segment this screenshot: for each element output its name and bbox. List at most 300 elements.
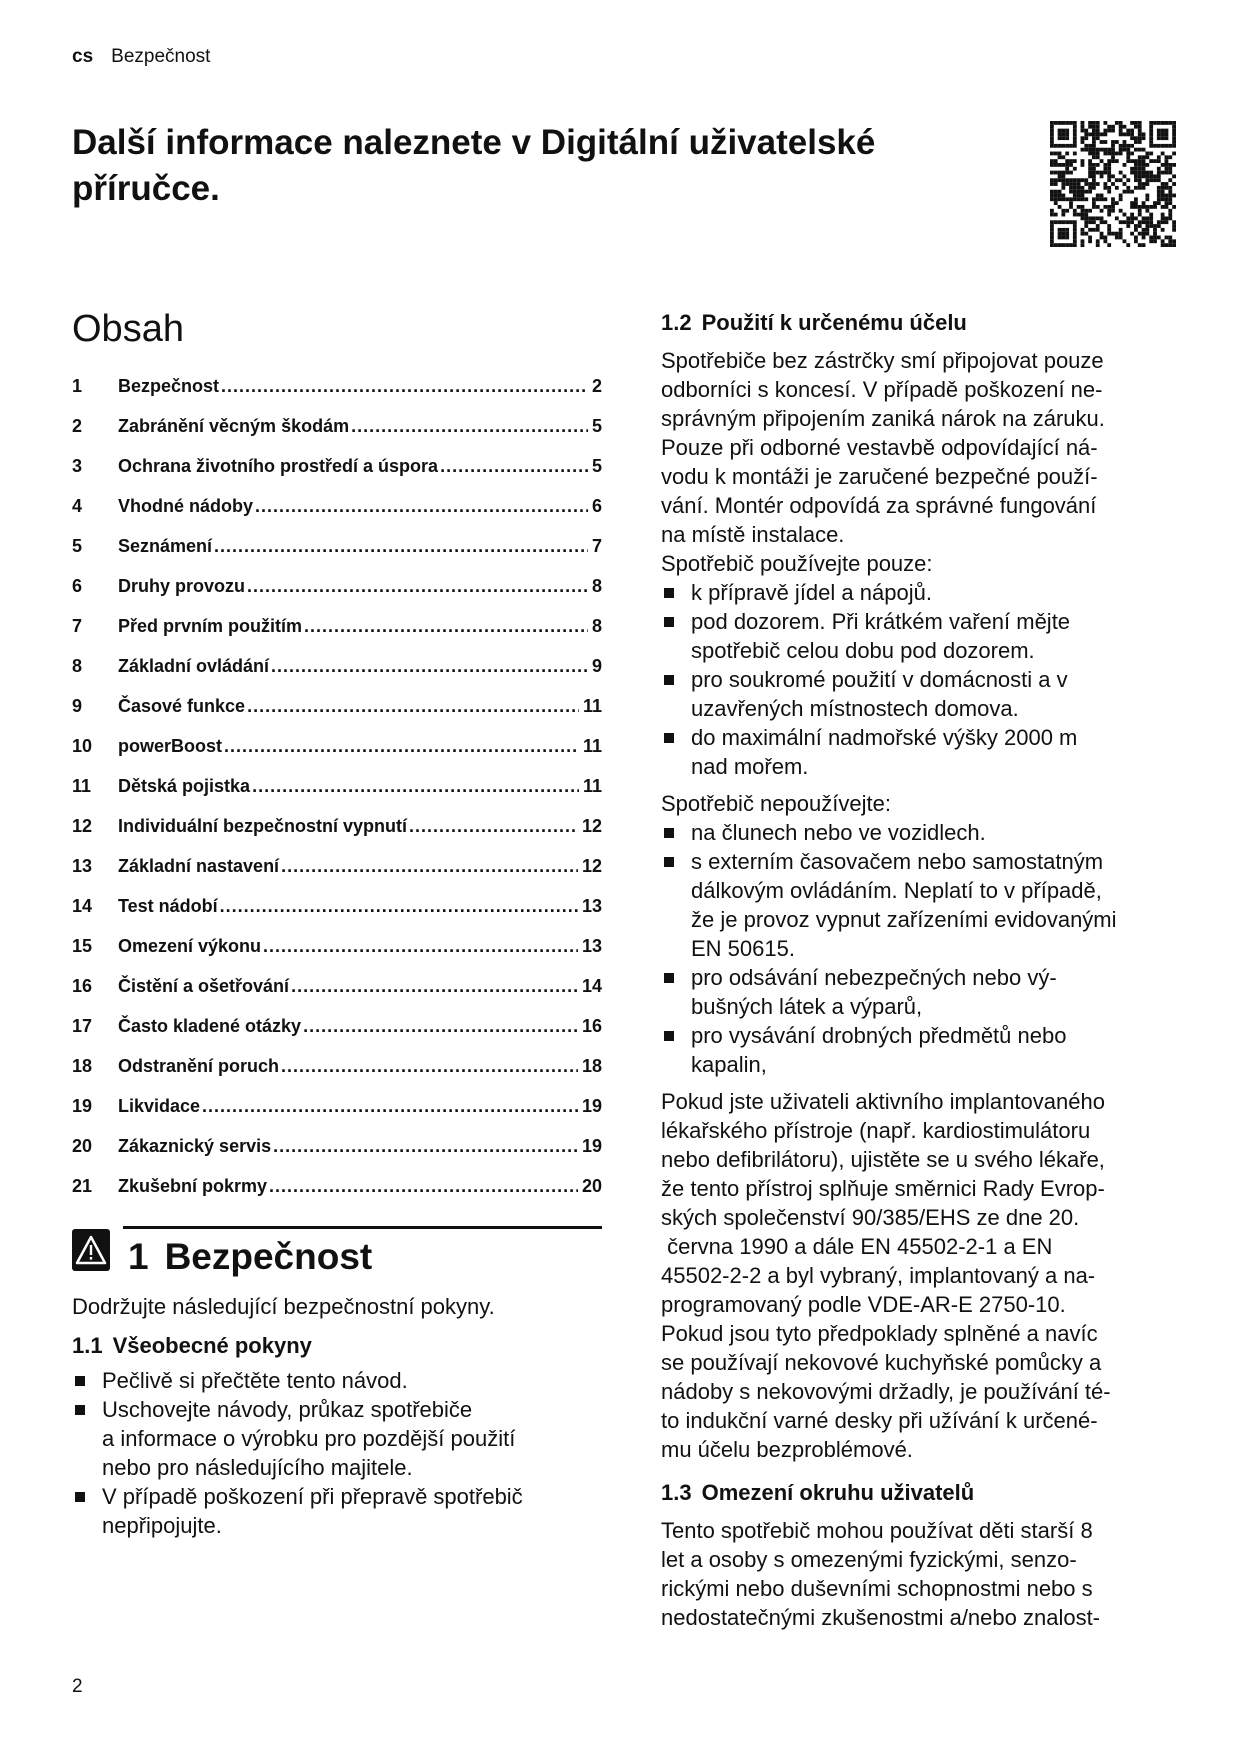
qr-module: [1165, 220, 1169, 224]
text-line: na člunech nebo ve vozidlech.: [691, 820, 986, 845]
qr-module: [1111, 182, 1115, 186]
qr-module: [1172, 140, 1176, 144]
qr-module: [1050, 136, 1054, 140]
qr-module: [1119, 125, 1123, 129]
qr-module: [1050, 182, 1054, 186]
qr-module: [1088, 132, 1092, 136]
toc-label: Základní nastavení: [118, 855, 280, 876]
page-title: [72, 120, 972, 212]
qr-module: [1172, 224, 1176, 228]
text-line: nebo defibrilátoru), ujistěte se u svého lékaře,: [661, 1147, 1105, 1172]
qr-module: [1088, 167, 1092, 171]
text-line: nádoby s nekovovými držadly, je používání té-: [661, 1379, 1111, 1404]
section-number: 1: [128, 1236, 149, 1277]
qr-module: [1084, 178, 1088, 182]
qr-module: [1092, 174, 1096, 178]
qr-module: [1123, 125, 1127, 129]
qr-module: [1069, 171, 1073, 175]
qr-module: [1107, 163, 1111, 167]
qr-module: [1168, 194, 1172, 198]
qr-module: [1130, 232, 1134, 236]
text-line: správným připojením zaniká nárok na záruku.: [661, 406, 1105, 431]
qr-module: [1165, 201, 1169, 205]
qr-module: [1061, 129, 1065, 133]
qr-module: [1073, 190, 1077, 194]
toc-label: Bezpečnost: [118, 375, 220, 396]
qr-module: [1138, 163, 1142, 167]
qr-module: [1142, 182, 1146, 186]
toc-leader-dots: [255, 496, 588, 517]
qr-module: [1092, 205, 1096, 209]
text-line: že je provoz vypnut zařízeními evidovanými: [691, 907, 1117, 932]
qr-module: [1138, 243, 1142, 247]
qr-module: [1065, 236, 1069, 240]
qr-module: [1172, 174, 1176, 178]
text-line: Uschovejte návody, průkaz spotřebiče: [102, 1397, 473, 1422]
qr-module: [1149, 216, 1153, 220]
text-line: spotřebič celou dobu pod dozorem.: [691, 638, 1035, 663]
bullet-item: [661, 1021, 1201, 1079]
qr-module: [1061, 155, 1065, 159]
qr-module: [1126, 190, 1130, 194]
toc-leader-dots: [303, 1016, 578, 1037]
qr-module: [1123, 220, 1127, 224]
qr-module: [1073, 213, 1077, 217]
toc-entry[interactable]: [72, 926, 602, 966]
toc-page-number: 5: [591, 455, 602, 476]
toc-page-number: 11: [582, 775, 602, 796]
qr-module: [1161, 239, 1165, 243]
text-line: ských společenství 90/385/EHS ze dne 20.: [661, 1205, 1080, 1230]
qr-module: [1138, 232, 1142, 236]
text-line: k přípravě jídel a nápojů.: [691, 580, 932, 605]
qr-module: [1142, 171, 1146, 175]
qr-module: [1092, 216, 1096, 220]
qr-module: [1142, 205, 1146, 209]
qr-module: [1073, 136, 1077, 140]
qr-module: [1065, 144, 1069, 148]
qr-module: [1088, 148, 1092, 152]
qr-module: [1145, 197, 1149, 201]
qr-module: [1050, 178, 1054, 182]
qr-module: [1050, 220, 1054, 224]
qr-module: [1107, 129, 1111, 133]
qr-module: [1134, 197, 1138, 201]
subsection-title: Omezení okruhu uživatelů: [701, 1480, 975, 1505]
qr-module: [1130, 144, 1134, 148]
toc-number: 2: [72, 415, 83, 436]
qr-module: [1088, 174, 1092, 178]
qr-module: [1172, 163, 1176, 167]
qr-module: [1081, 205, 1085, 209]
qr-module: [1134, 159, 1138, 163]
qr-module: [1161, 216, 1165, 220]
qr-module: [1061, 243, 1065, 247]
qr-module: [1065, 136, 1069, 140]
qr-module: [1126, 152, 1130, 156]
qr-module: [1130, 132, 1134, 136]
qr-module: [1077, 205, 1081, 209]
qr-module: [1111, 155, 1115, 159]
qr-module: [1157, 220, 1161, 224]
toc-page-number: 9: [591, 655, 602, 676]
toc-label: Často kladené otázky: [118, 1015, 302, 1036]
qr-module: [1142, 216, 1146, 220]
qr-module: [1165, 155, 1169, 159]
qr-module: [1107, 224, 1111, 228]
qr-module: [1165, 132, 1169, 136]
qr-module: [1168, 239, 1172, 243]
qr-module: [1100, 194, 1104, 198]
bullet-item: [72, 1395, 612, 1482]
qr-module: [1119, 171, 1123, 175]
qr-module: [1065, 220, 1069, 224]
toc-leader-dots: [304, 616, 588, 637]
qr-module: [1069, 220, 1073, 224]
qr-module: [1088, 239, 1092, 243]
right-column: [661, 308, 1201, 1632]
qr-module: [1123, 163, 1127, 167]
toc-label: Časové funkce: [118, 695, 246, 716]
toc-number: 1: [72, 375, 83, 396]
qr-module: [1088, 216, 1092, 220]
subsection-title: Všeobecné pokyny: [112, 1333, 312, 1358]
toc-entry[interactable]: [72, 526, 602, 566]
toc-entry[interactable]: [72, 966, 602, 1006]
left-column-body: [72, 1290, 612, 1540]
text-line: rickými nebo duševními schopnostmi nebo s: [661, 1576, 1093, 1601]
qr-module: [1111, 148, 1115, 152]
language-code: cs: [72, 46, 94, 67]
qr-module: [1092, 186, 1096, 190]
qr-module: [1165, 216, 1169, 220]
qr-module: [1107, 171, 1111, 175]
toc-page-number: 5: [591, 415, 602, 436]
qr-module: [1161, 129, 1165, 133]
qr-module: [1115, 232, 1119, 236]
qr-module: [1088, 159, 1092, 163]
text-line: nebo pro následujícího majitele.: [102, 1455, 413, 1480]
qr-module: [1134, 125, 1138, 129]
qr-module: [1096, 197, 1100, 201]
qr-module: [1145, 152, 1149, 156]
qr-module: [1103, 129, 1107, 133]
text-line: lékařského přístroje (např. kardiostimulátoru: [661, 1118, 1091, 1143]
toc-number: 4: [72, 495, 83, 516]
qr-module: [1100, 171, 1104, 175]
qr-module: [1100, 209, 1104, 213]
toc-entry[interactable]: [72, 1126, 602, 1166]
qr-module: [1058, 144, 1062, 148]
qr-module: [1088, 182, 1092, 186]
toc-entry[interactable]: [72, 366, 602, 406]
qr-module: [1058, 194, 1062, 198]
qr-module: [1088, 121, 1092, 125]
qr-module: [1142, 201, 1146, 205]
qr-module: [1123, 190, 1127, 194]
qr-module: [1149, 159, 1153, 163]
qr-module: [1115, 140, 1119, 144]
toc-entry[interactable]: [72, 606, 602, 646]
qr-module: [1138, 121, 1142, 125]
qr-module: [1096, 125, 1100, 129]
bullet-item: [661, 847, 1201, 963]
qr-module: [1050, 209, 1054, 213]
bullet-item: [661, 607, 1201, 665]
qr-module: [1130, 121, 1134, 125]
qr-module: [1107, 125, 1111, 129]
qr-module: [1145, 205, 1149, 209]
toc-entry[interactable]: [72, 686, 602, 726]
qr-module: [1100, 159, 1104, 163]
qr-module: [1084, 182, 1088, 186]
qr-module: [1065, 197, 1069, 201]
qr-module: [1138, 186, 1142, 190]
qr-module: [1103, 140, 1107, 144]
toc-entry[interactable]: [72, 1086, 602, 1126]
qr-module: [1126, 220, 1130, 224]
subsection-number: 1.1: [72, 1333, 103, 1358]
qr-module: [1119, 220, 1123, 224]
qr-module: [1065, 121, 1069, 125]
qr-module: [1073, 140, 1077, 144]
qr-module: [1100, 220, 1104, 224]
qr-module: [1081, 239, 1085, 243]
qr-module: [1084, 216, 1088, 220]
qr-module: [1054, 121, 1058, 125]
qr-module: [1157, 121, 1161, 125]
qr-module: [1145, 171, 1149, 175]
qr-module: [1081, 194, 1085, 198]
qr-module: [1073, 243, 1077, 247]
qr-module: [1142, 174, 1146, 178]
qr-module: [1145, 182, 1149, 186]
qr-module: [1153, 159, 1157, 163]
qr-module: [1073, 239, 1077, 243]
text-line: 45502-2-2 a byl vybraný, implantovaný a na-: [661, 1263, 1096, 1288]
qr-module: [1050, 152, 1054, 156]
qr-module: [1153, 239, 1157, 243]
qr-module: [1142, 228, 1146, 232]
qr-module: [1073, 159, 1077, 163]
qr-module: [1050, 125, 1054, 129]
qr-module: [1061, 121, 1065, 125]
qr-module: [1172, 144, 1176, 148]
toc-entry[interactable]: [72, 726, 602, 766]
qr-module: [1050, 197, 1054, 201]
qr-module: [1084, 148, 1088, 152]
qr-module: [1073, 228, 1077, 232]
qr-module: [1096, 205, 1100, 209]
qr-module: [1111, 232, 1115, 236]
qr-module: [1168, 167, 1172, 171]
qr-module: [1081, 186, 1085, 190]
qr-module: [1134, 171, 1138, 175]
toc-entry[interactable]: [72, 1046, 602, 1086]
toc-page-number: 19: [581, 1095, 602, 1116]
toc-page-number: 20: [581, 1175, 602, 1196]
qr-module: [1119, 144, 1123, 148]
qr-module: [1138, 167, 1142, 171]
qr-module: [1165, 197, 1169, 201]
text-line: Pokud jsou tyto předpoklady splněné a navíc: [661, 1321, 1098, 1346]
toc-page-number: 6: [591, 495, 602, 516]
toc-leader-dots: [281, 1056, 578, 1077]
toc-number: 10: [72, 735, 93, 756]
toc-page-number: 13: [581, 895, 602, 916]
toc-number: 3: [72, 455, 83, 476]
qr-module: [1149, 205, 1153, 209]
qr-module: [1100, 174, 1104, 178]
toc-entry[interactable]: [72, 806, 602, 846]
qr-module: [1157, 144, 1161, 148]
qr-module: [1050, 163, 1054, 167]
title-line: Další informace naleznete v Digitální uživatelské: [72, 123, 876, 162]
toc-page-number: 7: [591, 535, 602, 556]
qr-module: [1149, 220, 1153, 224]
section-heading: [128, 1236, 372, 1278]
qr-module: [1050, 190, 1054, 194]
qr-module: [1153, 121, 1157, 125]
qr-module: [1088, 163, 1092, 167]
qr-module: [1157, 171, 1161, 175]
toc-entry[interactable]: [72, 766, 602, 806]
qr-module: [1100, 216, 1104, 220]
toc-entry[interactable]: [72, 486, 602, 526]
qr-module: [1050, 159, 1054, 163]
qr-module: [1092, 144, 1096, 148]
qr-module: [1065, 171, 1069, 175]
qr-module: [1168, 216, 1172, 220]
qr-module: [1092, 171, 1096, 175]
qr-module: [1161, 243, 1165, 247]
toc-entry[interactable]: [72, 886, 602, 926]
text-line: nedostatečnými zkušenostmi a/nebo znalost-: [661, 1605, 1101, 1630]
text-line: Pečlivě si přečtěte tento návod.: [102, 1368, 408, 1393]
qr-module: [1168, 171, 1172, 175]
qr-module: [1081, 125, 1085, 129]
qr-module: [1157, 190, 1161, 194]
qr-module: [1107, 159, 1111, 163]
qr-module: [1058, 232, 1062, 236]
toc-label: Před prvním použitím: [118, 615, 303, 636]
toc-label: Zabránění věcným škodám: [118, 415, 350, 436]
qr-module: [1096, 228, 1100, 232]
qr-module: [1145, 216, 1149, 220]
qr-module: [1107, 178, 1111, 182]
qr-module: [1153, 232, 1157, 236]
qr-module: [1157, 174, 1161, 178]
qr-module: [1088, 209, 1092, 213]
qr-module: [1111, 159, 1115, 163]
qr-module: [1103, 197, 1107, 201]
toc-entry[interactable]: [72, 566, 602, 606]
qr-module: [1061, 136, 1065, 140]
qr-module: [1058, 178, 1062, 182]
qr-module: [1081, 136, 1085, 140]
qr-module: [1165, 186, 1169, 190]
qr-module: [1161, 171, 1165, 175]
toc-entry[interactable]: [72, 446, 602, 486]
qr-module: [1084, 197, 1088, 201]
qr-module: [1103, 236, 1107, 240]
qr-module: [1050, 171, 1054, 175]
qr-module: [1084, 220, 1088, 224]
qr-module: [1119, 129, 1123, 133]
qr-module: [1081, 129, 1085, 133]
qr-module: [1149, 129, 1153, 133]
qr-module: [1161, 152, 1165, 156]
toc-leader-dots: [221, 376, 588, 397]
toc-entry[interactable]: [72, 406, 602, 446]
qr-module: [1130, 136, 1134, 140]
qr-module: [1161, 186, 1165, 190]
qr-module: [1134, 167, 1138, 171]
qr-module: [1149, 152, 1153, 156]
qr-module: [1096, 121, 1100, 125]
qr-module: [1149, 224, 1153, 228]
qr-module: [1058, 136, 1062, 140]
qr-module: [1168, 243, 1172, 247]
qr-module: [1142, 236, 1146, 240]
qr-module: [1107, 190, 1111, 194]
qr-module: [1149, 136, 1153, 140]
toc-entry[interactable]: [72, 846, 602, 886]
toc-entry[interactable]: [72, 1006, 602, 1046]
text-line: vodu k montáži je zaručené bezpečné použí-: [661, 464, 1098, 489]
qr-module: [1168, 186, 1172, 190]
qr-module: [1138, 159, 1142, 163]
qr-module: [1142, 232, 1146, 236]
toc-leader-dots: [440, 456, 588, 477]
qr-module: [1134, 236, 1138, 240]
qr-module: [1050, 243, 1054, 247]
qr-module: [1088, 144, 1092, 148]
toc-entry[interactable]: [72, 646, 602, 686]
qr-module: [1054, 171, 1058, 175]
qr-module: [1130, 190, 1134, 194]
qr-module: [1165, 236, 1169, 240]
qr-module: [1065, 159, 1069, 163]
qr-module: [1096, 182, 1100, 186]
toc-entry[interactable]: [72, 1166, 602, 1206]
qr-module: [1088, 186, 1092, 190]
qr-module: [1054, 220, 1058, 224]
toc-page-number: 12: [581, 815, 602, 836]
qr-module: [1126, 186, 1130, 190]
qr-module: [1084, 232, 1088, 236]
qr-module: [1165, 194, 1169, 198]
qr-module: [1134, 178, 1138, 182]
text-line: to indukční varné desky při užívání k určené-: [661, 1408, 1098, 1433]
qr-module: [1134, 136, 1138, 140]
qr-module: [1138, 125, 1142, 129]
toc-label: Test nádobí: [118, 895, 218, 916]
bullet-item: [661, 578, 1201, 607]
toc-label: Likvidace: [118, 1095, 201, 1116]
qr-module: [1081, 209, 1085, 213]
qr-module: [1145, 163, 1149, 167]
qr-module: [1119, 178, 1123, 182]
toc-leader-dots: [247, 696, 579, 717]
qr-module: [1054, 163, 1058, 167]
qr-module: [1061, 178, 1065, 182]
qr-module: [1130, 159, 1134, 163]
qr-module: [1119, 197, 1123, 201]
qr-module: [1103, 167, 1107, 171]
text-line: že tento přístroj splňuje směrnici Rady Evrop-: [661, 1176, 1105, 1201]
toc-leader-dots: [291, 976, 578, 997]
